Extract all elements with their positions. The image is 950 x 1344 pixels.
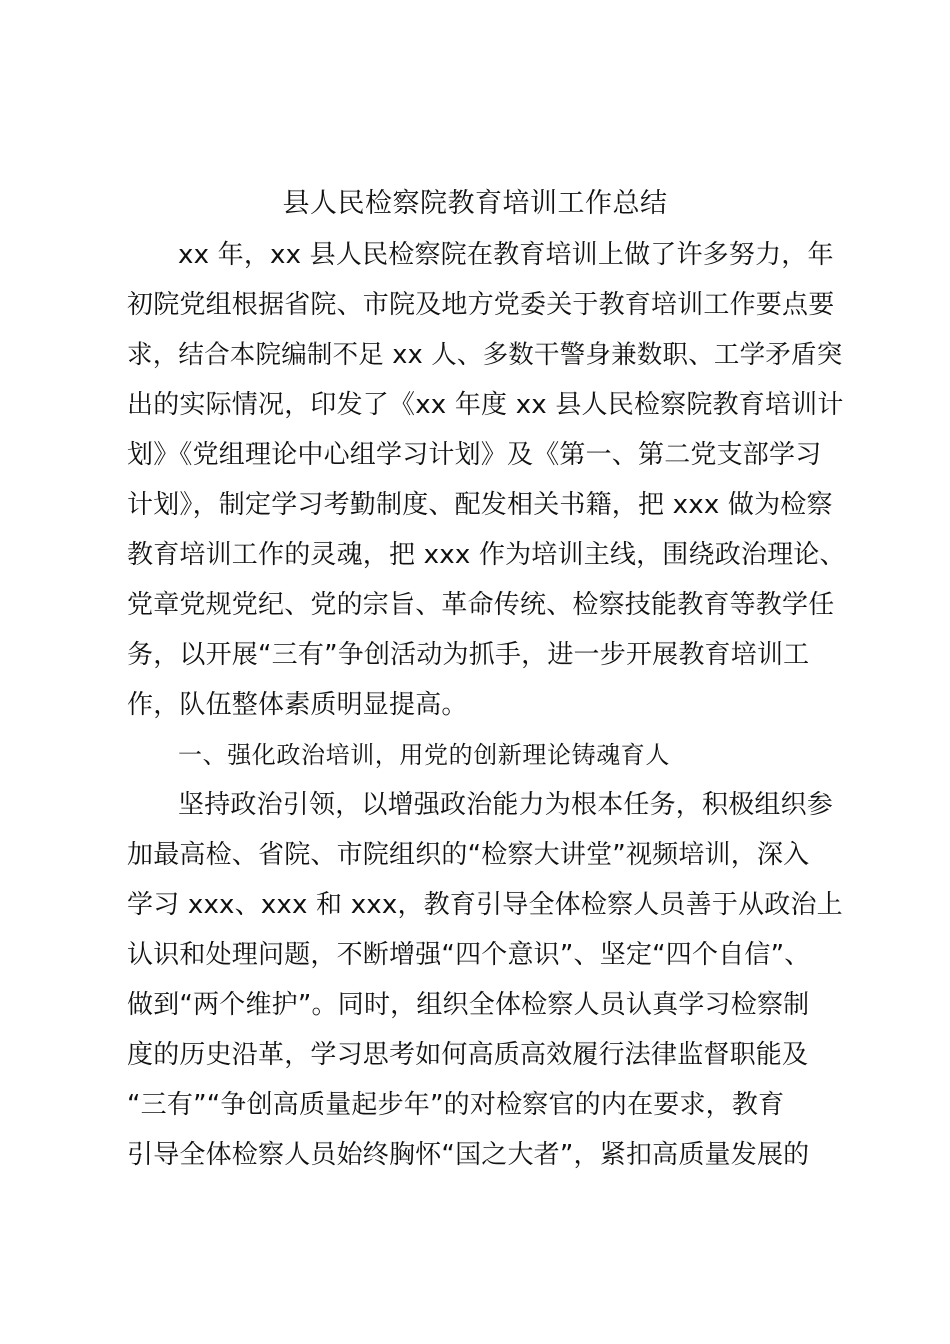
paragraph-line: 坚持政治引领，以增强政治能力为根本任务，积极组织参	[178, 790, 834, 820]
paragraph-line: “三有”“争创高质量起步年”的对检察官的内在要求，教育	[127, 1090, 785, 1120]
paragraph-line: 初院党组根据省院、市院及地方党委关于教育培训工作要点要	[127, 290, 835, 320]
paragraph-line: xx 年，xx 县人民检察院在教育培训上做了许多努力，年	[178, 240, 834, 270]
paragraph-line: 认识和处理问题，不断增强“四个意识”、坚定“四个自信”、	[127, 940, 811, 970]
paragraph-line: 教育培训工作的灵魂，把 xxx 作为培训主线，围绕政治理论、	[127, 540, 846, 570]
paragraph-line: 引导全体检察人员始终胸怀“国之大者”，紧扣高质量发展的	[127, 1140, 810, 1170]
paragraph-line: 出的实际情况，印发了《xx 年度 xx 县人民检察院教育培训计	[127, 390, 844, 420]
paragraph-line: 务，以开展“三有”争创活动为抓手，进一步开展教育培训工	[127, 640, 810, 670]
paragraph-line: 加最高检、省院、市院组织的“检察大讲堂”视频培训，深入	[127, 840, 810, 870]
paragraph-line: 计划》，制定学习考勤制度、配发相关书籍，把 xxx 做为检察	[127, 490, 833, 520]
paragraph-line: 学习 xxx、xxx 和 xxx，教育引导全体检察人员善于从政治上	[127, 890, 843, 920]
document-title: 县人民检察院教育培训工作总结	[282, 188, 668, 219]
paragraph-line: 划》《党组理论中心组学习计划》及《第一、第二党支部学习	[127, 440, 822, 470]
paragraph-line: 度的历史沿革，学习思考如何高质高效履行法律监督职能及	[127, 1040, 809, 1070]
paragraph-line: 做到“两个维护”。同时，组织全体检察人员认真学习检察制	[127, 990, 810, 1020]
paragraph-line: 作，队伍整体素质明显提高。	[127, 690, 468, 720]
paragraph-line: 求，结合本院编制不足 xx 人、多数干警身兼数职、工学矛盾突	[127, 340, 843, 370]
paragraph-line: 党章党规党纪、党的宗旨、革命传统、检察技能教育等教学任	[127, 590, 835, 620]
section-heading: 一、强化政治培训，用党的创新理论铸魂育人	[178, 741, 670, 769]
